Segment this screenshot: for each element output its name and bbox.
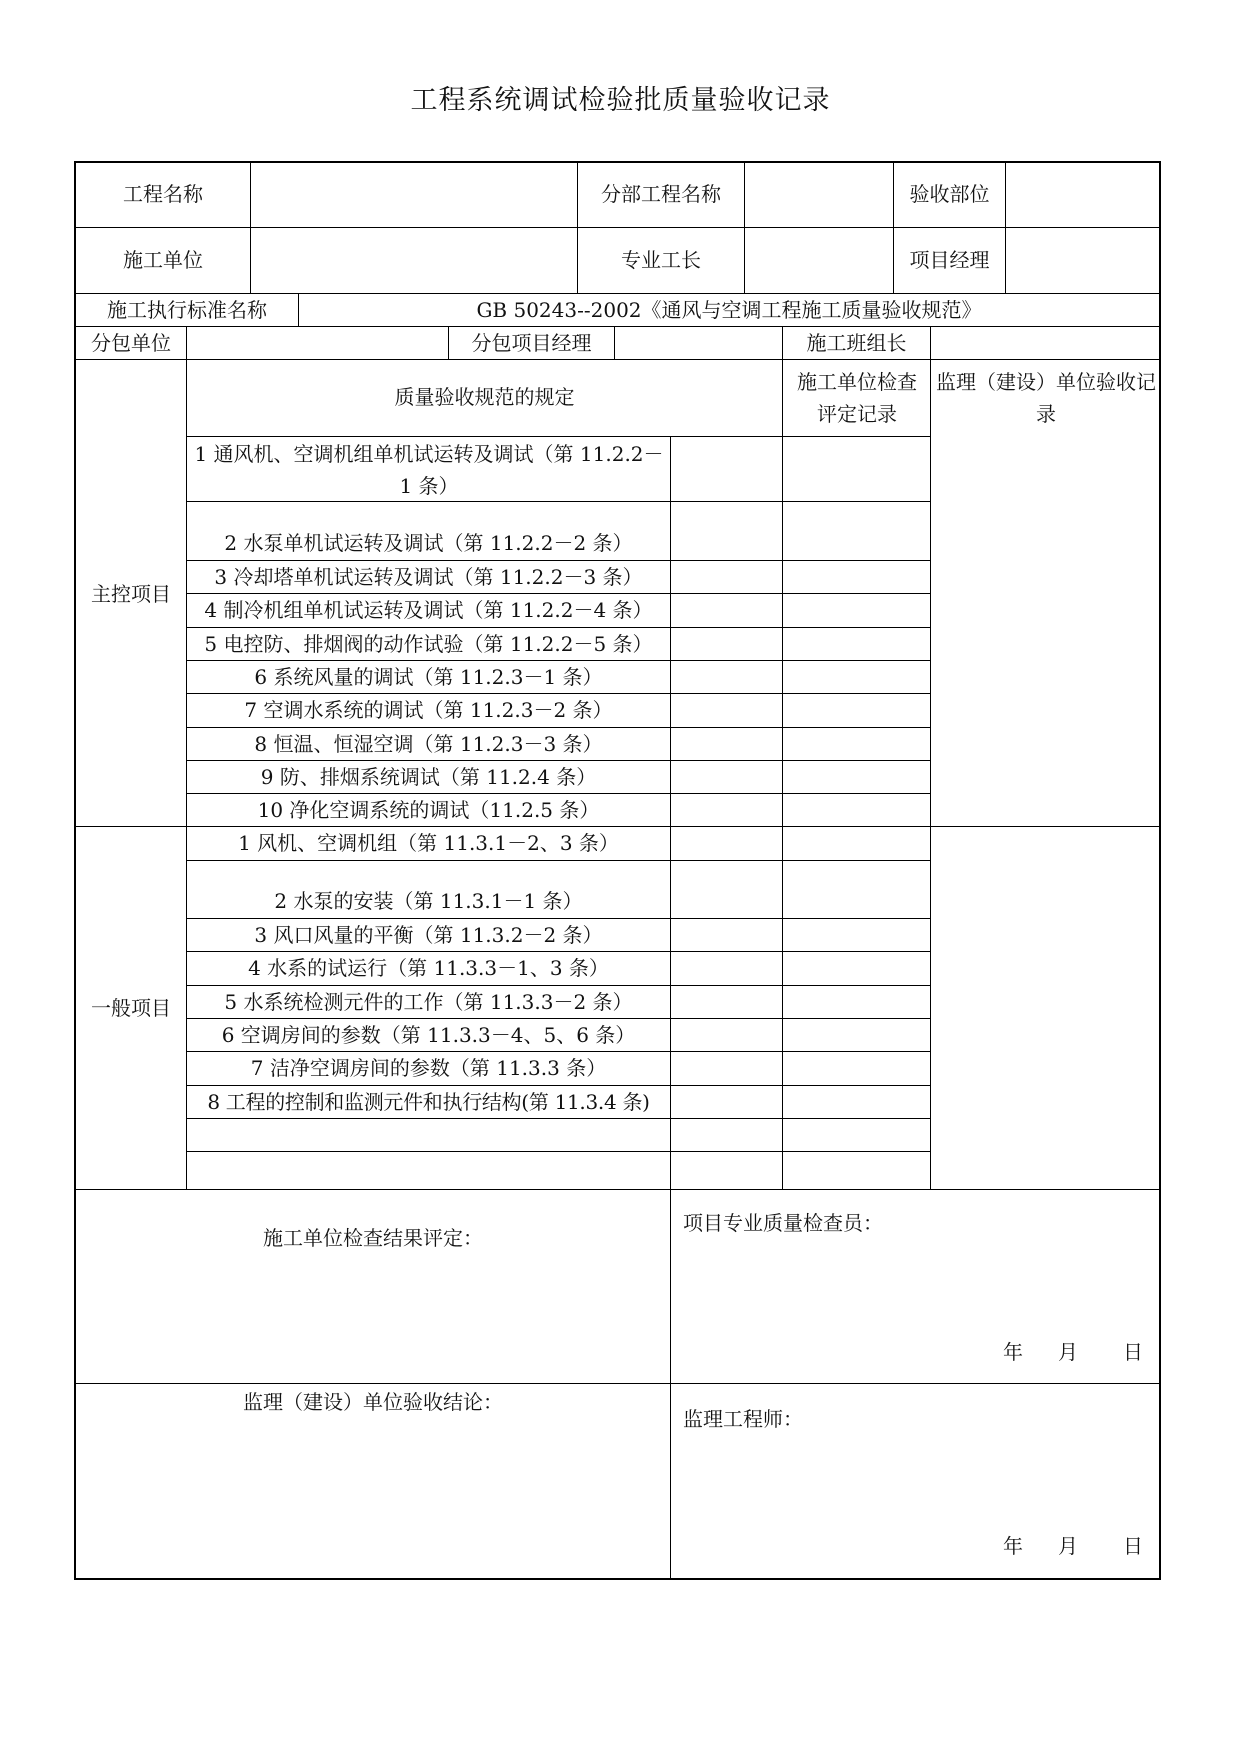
unit-result-label: 施工单位检查结果评定：	[263, 1226, 483, 1250]
date-month: 月	[1058, 1340, 1078, 1364]
date-day: 日	[1123, 1534, 1143, 1558]
project-name-label: 工程名称	[123, 182, 203, 206]
main-item-row: 4 制冷机组单机试运转及调试（第 11.2.2－4 条）	[204, 598, 653, 622]
date-day: 日	[1123, 1340, 1143, 1364]
engineer-label: 监理工程师：	[683, 1407, 803, 1431]
date-year: 年	[1003, 1534, 1023, 1558]
supervision-column-header: 监理（建设）单位验收记录	[936, 370, 1156, 426]
subcontractor-label: 分包单位	[91, 331, 171, 355]
acceptance-part-label: 验收部位	[909, 182, 990, 206]
main-item-row: 3 冷却塔单机试运转及调试（第 11.2.2－3 条）	[214, 565, 643, 589]
inspector-label: 项目专业质量检查员：	[683, 1211, 883, 1235]
page-title: 工程系统调试检验批质量验收记录	[410, 85, 831, 116]
main-item-row: 10 净化空调系统的调试（11.2.5 条）	[257, 798, 600, 822]
general-item-row: 4 水系的试运行（第 11.3.3－1、3 条）	[248, 956, 609, 980]
supervision-conclusion-label: 监理（建设）单位验收结论：	[243, 1390, 503, 1414]
standard-label: 施工执行标准名称	[107, 298, 267, 322]
general-item-row: 8 工程的控制和监测元件和执行结构(第 11.3.4 条)	[207, 1090, 650, 1114]
general-item-row: 5 水系统检测元件的工作（第 11.3.3－2 条）	[224, 990, 633, 1014]
standard-value: GB 50243--2002《通风与空调工程施工质量验收规范》	[476, 298, 982, 322]
foreman-label: 专业工长	[621, 248, 701, 272]
general-item-row: 2 水泵的安装（第 11.3.1－1 条）	[274, 889, 583, 913]
sub-manager-label: 分包项目经理	[471, 331, 592, 355]
date-month: 月	[1058, 1534, 1078, 1558]
main-item-row: 8 恒温、恒湿空调（第 11.2.3－3 条）	[254, 732, 603, 756]
team-leader-label: 施工班组长	[806, 331, 907, 355]
main-item-row: 1 通风机、空调机组单机试运转及调试（第 11.2.2－1 条）	[194, 442, 664, 498]
main-item-row: 6 系统风量的调试（第 11.2.3－1 条）	[254, 665, 603, 689]
unit-check-column-header: 施工单位检查评定记录	[797, 370, 917, 426]
date-year: 年	[1003, 1340, 1023, 1364]
spec-column-header: 质量验收规范的规定	[394, 385, 575, 409]
general-item-row: 3 风口风量的平衡（第 11.3.2－2 条）	[254, 923, 603, 947]
main-item-row: 2 水泵单机试运转及调试（第 11.2.2－2 条）	[224, 531, 633, 555]
general-items-label: 一般项目	[91, 996, 171, 1020]
sub-project-name-label: 分部工程名称	[601, 182, 721, 206]
project-manager-label: 项目经理	[909, 248, 990, 272]
general-item-row: 7 洁净空调房间的参数（第 11.3.3 条）	[250, 1056, 607, 1080]
main-item-row: 9 防、排烟系统调试（第 11.2.4 条）	[260, 765, 597, 789]
main-item-row: 5 电控防、排烟阀的动作试验（第 11.2.2－5 条）	[204, 632, 653, 656]
main-items-label: 主控项目	[91, 582, 171, 606]
construction-unit-label: 施工单位	[123, 248, 203, 272]
general-item-row: 6 空调房间的参数（第 11.3.3－4、5、6 条）	[221, 1023, 636, 1047]
main-item-row: 7 空调水系统的调试（第 11.2.3－2 条）	[244, 698, 613, 722]
general-item-row: 1 风机、空调机组（第 11.3.1－2、3 条）	[238, 831, 619, 855]
